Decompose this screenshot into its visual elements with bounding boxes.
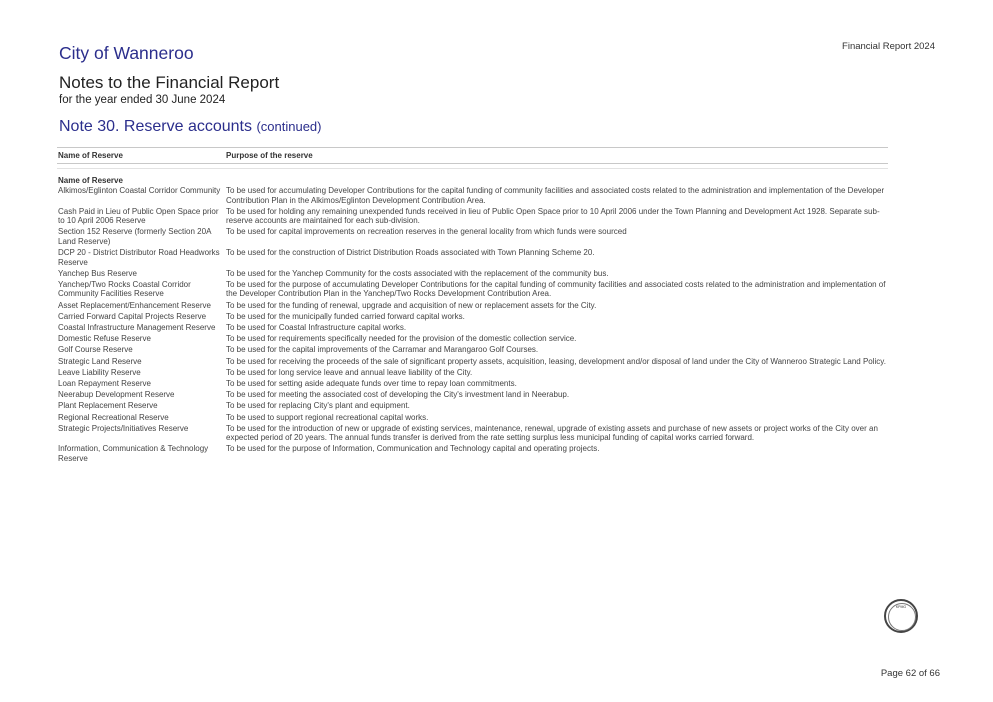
table-row	[57, 280, 888, 299]
table-row	[57, 248, 888, 267]
reserve-name: Golf Course Reserve	[58, 345, 133, 355]
table-row	[57, 390, 888, 400]
reserve-name: Neerabup Development Reserve	[58, 390, 175, 400]
table-row	[57, 301, 888, 311]
table-row	[57, 413, 888, 423]
table-row	[57, 345, 888, 355]
reserve-purpose: To be used for the purpose of Information, Communication and Technology capital and operating projects.	[226, 444, 600, 454]
table-row	[57, 227, 888, 246]
note-continued: (continued)	[256, 119, 322, 134]
table-body	[57, 186, 888, 463]
reserve-name: Loan Repayment Reserve	[58, 378, 151, 388]
document-subtitle: for the year ended 30 June 2024	[59, 94, 226, 106]
reserve-name: Coastal Infrastructure Management Reserve	[58, 323, 216, 332]
reserve-name: DCP 20 - District Distributor Road Headworks Reserve	[58, 248, 220, 267]
kpmg-stamp	[884, 599, 918, 633]
table-row	[57, 312, 888, 322]
reserve-purpose: To be used for replacing City's plant and equipment.	[226, 401, 410, 411]
column-header-name: Name of Reserve	[58, 151, 123, 160]
table-row	[57, 357, 888, 367]
table-row	[57, 444, 888, 463]
table-row	[57, 401, 888, 411]
document-title: Notes to the Financial Report	[59, 73, 280, 92]
reserve-name: Plant Replacement Reserve	[58, 401, 158, 411]
reserve-table	[57, 147, 888, 465]
reserve-purpose: To be used for holding any remaining unexpended funds received in lieu of Public Open Space prior to 10 April 2006 under the Town Planning and Development Act 1928. Separate sub-reserve accounts are maintained for each sub-division.	[226, 206, 880, 226]
table-row	[57, 368, 888, 378]
table-row	[57, 424, 888, 443]
reserve-name: Strategic Projects/Initiatives Reserve	[58, 423, 189, 433]
table-header	[57, 147, 888, 164]
reserve-purpose: To be used for capital improvements on recreation reserves in the general locality from which funds were sourced	[226, 227, 627, 237]
reserve-purpose: To be used for the funding of renewal, upgrade and acquisition of new or replacement assets for the City.	[226, 300, 597, 310]
page-number: Page 62 of 66	[880, 668, 940, 679]
reserve-name: Yanchep/Two Rocks Coastal Corridor Community Facilities Reserve	[58, 279, 191, 299]
note-title	[59, 118, 322, 136]
reserve-purpose: To be used for the introduction of new or upgrade of existing services, maintenance, renewal, upgrade of existing assets and purchase of new assets or project works of the City over an expected period of 20 years. The annual funds transfer is derived from the rate setting surplus less municipal funding of capital works carried forward.	[226, 423, 878, 443]
organisation-name: City of Wanneroo	[59, 43, 194, 63]
reserve-purpose: To be used for the municipally funded carried forward capital works.	[226, 311, 465, 321]
reserve-name: Asset Replacement/Enhancement Reserve	[58, 300, 211, 310]
reserve-purpose: To be used to support regional recreational capital works.	[226, 412, 429, 422]
report-label: Financial Report 2024	[842, 41, 935, 52]
reserve-name: Cash Paid in Lieu of Public Open Space prior to 10 April 2006 Reserve	[58, 206, 219, 226]
table-subheading: Name of Reserve	[58, 175, 123, 185]
reserve-purpose: To be used for Coastal Infrastructure capital works.	[226, 323, 407, 332]
reserve-name: Information, Communication & Technology Reserve	[58, 444, 209, 463]
reserve-name: Section 152 Reserve (formerly Section 20A Land Reserve)	[58, 227, 211, 246]
reserve-name: Carried Forward Capital Projects Reserve	[58, 311, 207, 321]
reserve-name: Regional Recreational Reserve	[58, 412, 169, 422]
table-row	[57, 379, 888, 389]
reserve-name: Yanchep Bus Reserve	[58, 268, 138, 278]
table-row	[57, 186, 888, 205]
reserve-purpose: To be used for the capital improvements of the Carramar and Marangaroo Golf Courses.	[226, 345, 539, 355]
reserve-purpose: To be used for long service leave and annual leave liability of the City.	[226, 367, 473, 377]
reserve-purpose: To be used for the purpose of accumulating Developer Contributions for the capital funding of community facilities and associated costs related to the administration and implementation of the Developer Contribution Plan in the Yanchep/Two Rocks Development Contribution Area.	[226, 279, 886, 299]
reserve-purpose: To be used for the Yanchep Community for the costs associated with the replacement of the community bus.	[226, 268, 609, 278]
reserve-name: Domestic Refuse Reserve	[58, 334, 151, 344]
reserve-purpose: To be used for requirements specifically needed for the provision of the domestic collection service.	[226, 334, 577, 344]
reserve-name: Strategic Land Reserve	[58, 356, 142, 366]
table-row	[57, 323, 888, 333]
table-row	[57, 334, 888, 344]
reserve-name: Leave Liability Reserve	[58, 367, 141, 377]
reserve-name: Alkimos/Eglinton Coastal Corridor Community	[58, 186, 221, 195]
column-header-purpose: Purpose of the reserve	[226, 151, 313, 160]
header-divider	[57, 164, 888, 169]
reserve-purpose: To be used for the construction of District Distribution Roads associated with Town Planning Scheme 20.	[226, 248, 595, 258]
stamp-text: KPMG	[895, 605, 907, 609]
reserve-purpose: To be used for setting aside adequate funds over time to repay loan commitments.	[226, 378, 517, 388]
table-row	[57, 269, 888, 279]
note-title-text: Note 30. Reserve accounts	[59, 118, 252, 135]
reserve-purpose: To be used for accumulating Developer Contributions for the capital funding of community facilities and associated costs related to the administration and implementation of the Developer Contribution Plan in the Alkimos/Eglinton Development Contribution Area.	[226, 186, 885, 205]
reserve-purpose: To be used for receiving the proceeds of the sale of significant property assets, acquisition, leasing, development and/or disposal of land under the City of Wanneroo Strategic Land Policy.	[226, 356, 886, 366]
table-row	[57, 207, 888, 226]
reserve-purpose: To be used for meeting the associated cost of developing the City's investment land in Neerabup.	[226, 390, 570, 400]
